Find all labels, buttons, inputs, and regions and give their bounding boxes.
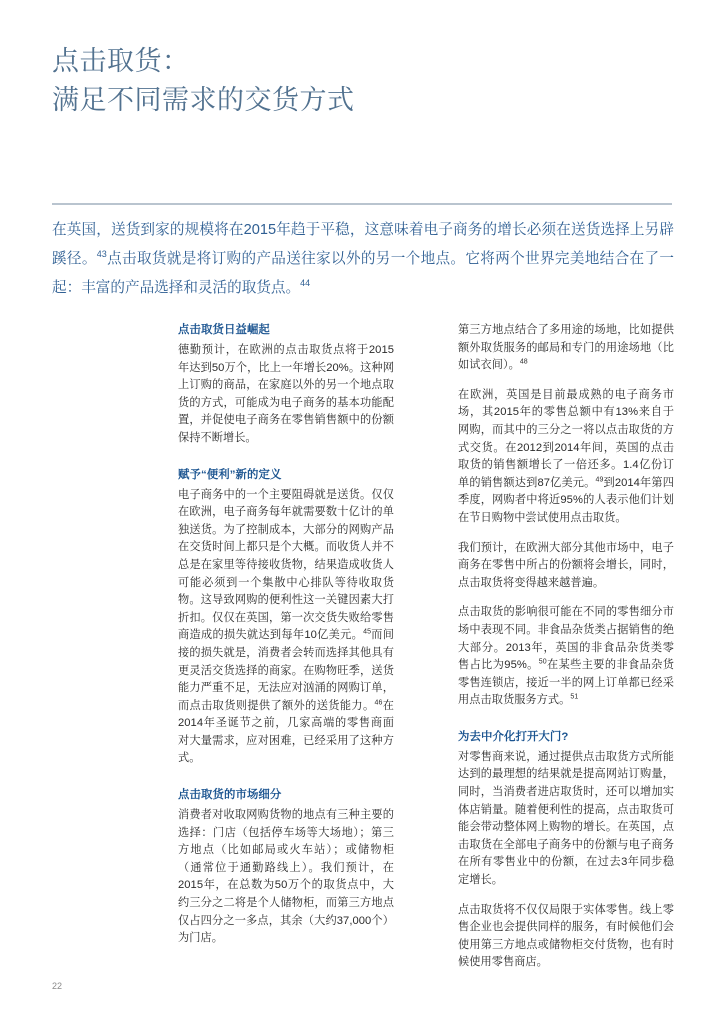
paragraph-text-a: 点击取货的影响很可能在不同的零售细分市场中表现不同。非食品杂货类占据销售的绝大部分。2013年，英国的非食品杂货类零售占比为95%。	[458, 606, 674, 672]
left-column	[178, 322, 394, 945]
right-column	[458, 322, 674, 969]
paragraph-text-b: 而间接的损失就是，消费者会转而选择其他具有更灵活交货选择的商家。在购物旺季，送货能力严重不足，无法应对汹涌的网购订单，而点击取货则提供了额外的送货能力。	[178, 629, 394, 712]
title-divider-rule	[52, 203, 672, 205]
section-heading-disintermediation: 为去中介化打开大门?	[458, 730, 569, 743]
section-heading-redefining-convenience: 赋予“便利”新的定义	[178, 468, 282, 481]
page-title	[52, 42, 672, 120]
footnote-ref-48: 48	[519, 358, 528, 366]
page-number: 22	[52, 981, 63, 991]
footnote-ref-45: 45	[363, 628, 372, 636]
paragraph-disintermediation-1: 对零售商来说，通过提供点击取货方式所能达到的最理想的结果就是提高网站订购量，同时，当消费者进店取货时，还可以增加实体店销量。随着便利性的提高，点击取货可能会带动整体网上购物的增长。在英国，点击取货在全部电子商务中的份额与电子商务在所有零售业中的份额，在过去3年同步稳定增长。	[458, 750, 674, 887]
footnote-ref-49: 49	[595, 476, 604, 484]
paragraph-market-segmentation: 消费者对收取网购货物的地点有三种主要的选择：门店（包括停车场等大场地）；第三方地点（比如邮局或火车站）；或储物柜（通常位于通勤路线上）。我们预计，在2015年，在总数为50万个的取货点中，大约三分之二将是个人储物柜，而第三方地点仅占四分之一多点，其余（大约37,000个）为门店。	[178, 809, 394, 945]
section-heading-rise-of-click-and-collect: 点击取货日益崛起	[178, 324, 270, 336]
footnote-ref-44: 44	[300, 278, 311, 289]
intro-text-part-2: 点击取货就是将订购的产品送往家以外的另一个地点。它将两个世界完美地结合在了一起：丰富的产品选择和灵活的取货点。	[52, 251, 674, 296]
paragraph-disintermediation-2: 点击取货将不仅仅局限于实体零售。线上零售企业也会提供同样的服务，有时候他们会使用第三方地点或储物柜交付货物，也有时候使用零售商店。	[458, 903, 674, 969]
paragraph-text-c: 在2014年圣诞节之前，几家高端的零售商面对大量需求，应对困难，已经采用了这种方式。	[178, 699, 394, 765]
footnote-ref-51: 51	[570, 693, 579, 701]
paragraph-text-a: 第三方地点结合了多用途的场地，比如提供额外取货服务的邮局和专门的用途场地（比如试衣间）。	[458, 324, 674, 372]
body-columns	[178, 322, 674, 969]
paragraph-redefining-convenience	[178, 487, 394, 769]
paragraph-text-a: 在欧洲，英国是目前最成熟的电子商务市场，其2015年的零售总额中有13%来自于网购，而其中的三分之一将以点击取货的方式交货。在2012到2014年间，英国的点击取货的销售额增长了一倍还多。1.4亿份订单的销售额达到87亿美元。	[458, 388, 674, 489]
footnote-ref-50: 50	[538, 658, 547, 666]
paragraph-text-b: 到2014年第四季度，网购者中将近95%的人表示他们计划在节日购物中尝试使用点击取货。	[458, 476, 674, 524]
footnote-ref-43: 43	[96, 249, 107, 260]
intro-text-part-1: 在英国，送货到家的规模将在2015年趋于平稳，这意味着电子商务的增长必须在送货选择上另辟蹊径。	[52, 222, 674, 267]
paragraph-text-b: 在某些主要的非食品杂货零售连锁店，接近一半的网上订单都已经采用点击取货服务方式。	[458, 659, 674, 707]
page-title-line-1: 点击取货：	[52, 46, 190, 76]
paragraph-uk-market	[458, 387, 674, 528]
section-heading-market-segmentation: 点击取货的市场细分	[178, 789, 282, 802]
footnote-ref-46: 46	[374, 698, 383, 706]
paragraph-retail-segments	[458, 604, 674, 710]
paragraph-europe-forecast: 我们预计，在欧洲大部分其他市场中，电子商务在零售中所占的份额将会增长，同时，点击取货将变得越来越普遍。	[458, 541, 674, 589]
paragraph-rise-of-click-and-collect: 德勤预计，在欧洲的点击取货点将于2015年达到50万个，比上一年增长20%。这种网上订购的商品，在家庭以外的另一个地点取货的方式，可能成为电子商务的基本功能配置，并促使电子商务在零售销售额中的份额保持不断增长。	[178, 344, 394, 444]
intro-paragraph	[52, 216, 674, 303]
paragraph-third-party-locations	[458, 322, 674, 375]
paragraph-text-a: 电子商务中的一个主要阻碍就是送货。仅仅在欧洲，电子商务每年就需要数十亿计的单独送货。为了控制成本，大部分的网购产品在交货时间上都只是个大概。而收货人并不总是在家里等待接收货物，结果造成收货人可能必须到一个集散中心排队等待收取货物。这导致网购的便利性这一关键因素大打折扣。仅仅在英国，第一次交货失败给零售商造成的损失就达到每年10亿美元。	[178, 488, 394, 642]
page-title-line-2: 满足不同需求的交货方式	[52, 85, 355, 115]
